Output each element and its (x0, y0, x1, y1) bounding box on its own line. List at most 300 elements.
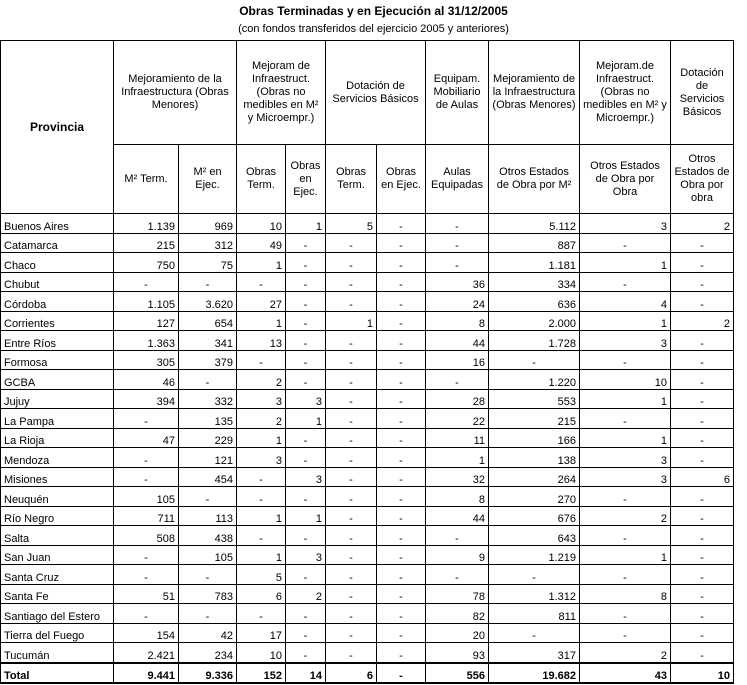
table-cell: 1 (580, 389, 671, 409)
table-cell: - (114, 272, 179, 292)
table-cell: 75 (179, 253, 237, 273)
subcol-header: Obras en Ejec. (286, 145, 326, 214)
table-cell: - (671, 565, 734, 585)
table-cell: 154 (114, 623, 179, 643)
table-cell: - (286, 311, 326, 331)
province-name: Entre Ríos (1, 331, 114, 351)
table-row (1, 272, 734, 292)
subcol-header: Obras en Ejec. (377, 145, 426, 214)
table-cell: - (377, 467, 426, 487)
table-cell: - (326, 643, 377, 663)
table-row (1, 409, 734, 429)
table-row (1, 428, 734, 448)
table-cell: - (671, 604, 734, 624)
table-cell: - (671, 272, 734, 292)
subcol-header: Aulas Equipadas (426, 145, 489, 214)
table-cell: 1 (237, 253, 286, 273)
table-cell: 1 (426, 448, 489, 468)
subcol-header: Otros Estados de Obra por obra (671, 145, 734, 214)
province-name: Santa Cruz (1, 565, 114, 585)
table-cell: - (580, 487, 671, 507)
table-cell: 113 (179, 506, 237, 526)
table-cell: - (286, 623, 326, 643)
table-cell: - (580, 409, 671, 429)
table-cell: 1 (326, 311, 377, 331)
table-cell: 2 (237, 370, 286, 390)
table-row (1, 233, 734, 253)
table-cell: 78 (426, 584, 489, 604)
table-cell: 215 (489, 409, 580, 429)
table-cell: 8 (426, 487, 489, 507)
table-cell: - (671, 526, 734, 546)
table-cell: 3 (286, 545, 326, 565)
table-cell: - (671, 253, 734, 273)
table-cell: 1 (237, 311, 286, 331)
table-cell: - (489, 350, 580, 370)
table-cell: - (237, 526, 286, 546)
table-cell: 28 (426, 389, 489, 409)
table-cell: - (377, 663, 426, 684)
table-cell: - (179, 487, 237, 507)
table-cell: 82 (426, 604, 489, 624)
table-cell: 2 (237, 409, 286, 429)
table-cell: 10 (237, 214, 286, 234)
table-cell: 135 (179, 409, 237, 429)
table-cell: - (580, 565, 671, 585)
table-cell: - (179, 565, 237, 585)
table-cell: 1 (580, 311, 671, 331)
table-cell: - (671, 545, 734, 565)
table-cell: 2 (671, 311, 734, 331)
table-cell: 11 (426, 428, 489, 448)
table-cell: 1.728 (489, 331, 580, 351)
table-cell: 152 (237, 663, 286, 684)
province-name: Río Negro (1, 506, 114, 526)
table-cell: - (377, 253, 426, 273)
province-name: Catamarca (1, 233, 114, 253)
table-cell: - (580, 526, 671, 546)
table-row (1, 370, 734, 390)
table-cell: 166 (489, 428, 580, 448)
table-cell: - (671, 350, 734, 370)
table-cell: 10 (671, 663, 734, 684)
table-cell: 44 (426, 331, 489, 351)
subcol-header: Otros Estados de Obra por Obra (580, 145, 671, 214)
table-body (1, 214, 734, 684)
table-cell: - (286, 233, 326, 253)
table-cell: 13 (237, 331, 286, 351)
table-row (1, 389, 734, 409)
table-cell: 1 (237, 428, 286, 448)
table-row (1, 331, 734, 351)
group-header: Mejoramiento de la Infraestructura (Obras Menores) (114, 41, 237, 145)
table-row (1, 467, 734, 487)
table-cell: 215 (114, 233, 179, 253)
table-cell: - (426, 233, 489, 253)
group-header: Dotación de Servicios Básicos (671, 41, 734, 145)
obras-table (0, 40, 734, 684)
table-cell: - (671, 623, 734, 643)
table-cell: 312 (179, 233, 237, 253)
table-cell: - (426, 214, 489, 234)
province-name: Tucumán (1, 643, 114, 663)
table-cell: - (286, 643, 326, 663)
table-cell: - (426, 565, 489, 585)
table-cell: 22 (426, 409, 489, 429)
table-cell: 643 (489, 526, 580, 546)
table-cell: 305 (114, 350, 179, 370)
table-cell: 234 (179, 643, 237, 663)
table-cell: 8 (580, 584, 671, 604)
table-cell: 969 (179, 214, 237, 234)
table-cell: - (377, 545, 426, 565)
province-name: Buenos Aires (1, 214, 114, 234)
table-cell: 44 (426, 506, 489, 526)
table-cell: 42 (179, 623, 237, 643)
table-cell: 3 (286, 389, 326, 409)
table-cell: - (580, 272, 671, 292)
table-cell: 394 (114, 389, 179, 409)
table-row (1, 643, 734, 663)
table-cell: - (671, 506, 734, 526)
table-cell: - (114, 604, 179, 624)
table-cell: 3.620 (179, 292, 237, 312)
table-cell: 49 (237, 233, 286, 253)
table-cell: - (377, 448, 426, 468)
table-row (1, 214, 734, 234)
table-cell: - (671, 292, 734, 312)
table-cell: - (326, 331, 377, 351)
table-cell: 2 (671, 214, 734, 234)
table-cell: - (580, 233, 671, 253)
group-header: Mejoramiento de la Infraestructura (Obras Menores) (489, 41, 580, 145)
table-cell: 1.219 (489, 545, 580, 565)
table-cell: 105 (114, 487, 179, 507)
table-cell: - (326, 292, 377, 312)
table-cell: 332 (179, 389, 237, 409)
table-cell: 24 (426, 292, 489, 312)
province-name: Córdoba (1, 292, 114, 312)
table-cell: - (671, 389, 734, 409)
table-cell: 3 (580, 331, 671, 351)
table-cell: - (377, 623, 426, 643)
table-row (1, 350, 734, 370)
table-cell: - (326, 253, 377, 273)
table-cell: 5.112 (489, 214, 580, 234)
table-cell: - (377, 487, 426, 507)
table-cell: 1 (580, 428, 671, 448)
table-cell: - (286, 565, 326, 585)
province-name: GCBA (1, 370, 114, 390)
table-cell: 811 (489, 604, 580, 624)
table-row (1, 623, 734, 643)
table-cell: 19.682 (489, 663, 580, 684)
table-cell: - (671, 409, 734, 429)
table-cell: 8 (426, 311, 489, 331)
table-cell: 138 (489, 448, 580, 468)
provincia-header: Provincia (1, 41, 114, 214)
table-cell: 1.181 (489, 253, 580, 273)
group-header: Equipam. Mobiliario de Aulas (426, 41, 489, 145)
table-cell: 553 (489, 389, 580, 409)
province-name: La Pampa (1, 409, 114, 429)
table-row (1, 545, 734, 565)
table-cell: 1.312 (489, 584, 580, 604)
table-cell: - (377, 350, 426, 370)
group-header: Mejoram de Infraestruct. (Obras no medibles en M² y Microempr.) (237, 41, 326, 145)
total-label: Total (1, 663, 114, 684)
table-cell: - (377, 233, 426, 253)
table-cell: - (326, 545, 377, 565)
table-cell: 750 (114, 253, 179, 273)
table-cell: - (326, 350, 377, 370)
table-cell: - (179, 604, 237, 624)
table-cell: - (671, 584, 734, 604)
table-cell: - (326, 409, 377, 429)
table-cell: - (326, 584, 377, 604)
table-cell: - (326, 389, 377, 409)
table-cell: - (326, 506, 377, 526)
table-cell: - (580, 623, 671, 643)
table-cell: - (286, 350, 326, 370)
table-row (1, 487, 734, 507)
table-cell: - (671, 448, 734, 468)
table-cell: - (286, 292, 326, 312)
table-cell: - (377, 604, 426, 624)
province-name: Salta (1, 526, 114, 546)
table-cell: - (286, 487, 326, 507)
table-cell: 1 (237, 506, 286, 526)
table-cell: 3 (237, 389, 286, 409)
table-row (1, 253, 734, 273)
province-name: Chubut (1, 272, 114, 292)
table-row (1, 292, 734, 312)
table-cell: - (114, 467, 179, 487)
table-cell: 3 (286, 467, 326, 487)
table-cell: 17 (237, 623, 286, 643)
table-cell: 270 (489, 487, 580, 507)
table-cell: - (580, 604, 671, 624)
total-row (1, 663, 734, 684)
table-cell: 9.336 (179, 663, 237, 684)
table-cell: 341 (179, 331, 237, 351)
table-cell: 1.363 (114, 331, 179, 351)
table-row (1, 565, 734, 585)
subcol-header: M² Term. (114, 145, 179, 214)
table-cell: 14 (286, 663, 326, 684)
page-title: Obras Terminadas y en Ejecución al 31/12/2005 (239, 4, 508, 18)
table-cell: - (114, 545, 179, 565)
table-cell: - (114, 565, 179, 585)
table-cell: 10 (237, 643, 286, 663)
table-cell: 317 (489, 643, 580, 663)
table-cell: 36 (426, 272, 489, 292)
table-cell: - (326, 428, 377, 448)
table-cell: - (377, 272, 426, 292)
table-row (1, 506, 734, 526)
province-name: San Juan (1, 545, 114, 565)
table-cell: - (377, 311, 426, 331)
table-row (1, 584, 734, 604)
table-cell: - (286, 526, 326, 546)
table-cell: - (671, 487, 734, 507)
table-cell: - (237, 604, 286, 624)
table-cell: 9.441 (114, 663, 179, 684)
table-cell: - (286, 370, 326, 390)
table-cell: 636 (489, 292, 580, 312)
table-cell: - (179, 272, 237, 292)
table-cell: 654 (179, 311, 237, 331)
table-cell: - (114, 409, 179, 429)
table-cell: 379 (179, 350, 237, 370)
table-cell: 454 (179, 467, 237, 487)
table-cell: 1 (286, 409, 326, 429)
table-cell: 2 (580, 643, 671, 663)
table-cell: 32 (426, 467, 489, 487)
table-cell: - (326, 623, 377, 643)
table-cell: 121 (179, 448, 237, 468)
table-cell: 4 (580, 292, 671, 312)
province-name: Mendoza (1, 448, 114, 468)
province-name: Chaco (1, 253, 114, 273)
province-name: Formosa (1, 350, 114, 370)
table-cell: 264 (489, 467, 580, 487)
province-name: Jujuy (1, 389, 114, 409)
table-cell: 3 (237, 448, 286, 468)
table-cell: 5 (237, 565, 286, 585)
subcol-header: Obras Term. (237, 145, 286, 214)
group-header: Dotación de Servicios Básicos (326, 41, 426, 145)
table-cell: - (286, 253, 326, 273)
table-cell: - (326, 467, 377, 487)
table-row (1, 604, 734, 624)
table-cell: 46 (114, 370, 179, 390)
table-row (1, 526, 734, 546)
table-cell: - (326, 370, 377, 390)
subcol-header: Otros Estados de Obra por M² (489, 145, 580, 214)
table-cell: - (377, 565, 426, 585)
table-cell: 2.421 (114, 643, 179, 663)
table-cell: 6 (237, 584, 286, 604)
table-cell: 556 (426, 663, 489, 684)
table-cell: 105 (179, 545, 237, 565)
table-cell: - (237, 467, 286, 487)
table-cell: - (377, 643, 426, 663)
table-cell: - (286, 604, 326, 624)
table-cell: 3 (580, 214, 671, 234)
table-cell: 43 (580, 663, 671, 684)
table-cell: 6 (671, 467, 734, 487)
table-cell: - (377, 370, 426, 390)
province-name: Tierra del Fuego (1, 623, 114, 643)
table-cell: - (671, 643, 734, 663)
table-cell: - (671, 233, 734, 253)
table-cell: - (286, 448, 326, 468)
subcol-header: M² en Ejec. (179, 145, 237, 214)
table-cell: - (377, 331, 426, 351)
table-cell: 1 (580, 253, 671, 273)
table-cell: 93 (426, 643, 489, 663)
table-cell: - (237, 272, 286, 292)
table-cell: 1.220 (489, 370, 580, 390)
table-cell: 16 (426, 350, 489, 370)
table-cell: - (489, 565, 580, 585)
table-cell: - (326, 604, 377, 624)
table-cell: 887 (489, 233, 580, 253)
province-name: Corrientes (1, 311, 114, 331)
table-row (1, 311, 734, 331)
table-cell: - (237, 487, 286, 507)
table-cell: - (377, 292, 426, 312)
table-cell: 1.105 (114, 292, 179, 312)
table-cell: - (114, 448, 179, 468)
table-cell: 1 (237, 545, 286, 565)
table-cell: - (377, 506, 426, 526)
table-cell: - (326, 526, 377, 546)
page-subtitle: (con fondos transferidos del ejercicio 2005 y anteriores) (238, 23, 509, 35)
table-cell: - (377, 526, 426, 546)
table-cell: 1 (286, 506, 326, 526)
table-cell: 1 (580, 545, 671, 565)
table-cell: - (377, 214, 426, 234)
table-cell: 5 (326, 214, 377, 234)
table-cell: 334 (489, 272, 580, 292)
table-cell: 51 (114, 584, 179, 604)
subcol-header: Obras Term. (326, 145, 377, 214)
table-cell: - (326, 565, 377, 585)
table-cell: - (489, 623, 580, 643)
table-cell: - (286, 331, 326, 351)
table-cell: 127 (114, 311, 179, 331)
table-cell: 676 (489, 506, 580, 526)
group-header: Mejoram.de Infraestruct. (Obras no medibles en M² y Microempr.) (580, 41, 671, 145)
table-cell: 229 (179, 428, 237, 448)
province-name: La Rioja (1, 428, 114, 448)
table-cell: 3 (580, 448, 671, 468)
table-cell: 508 (114, 526, 179, 546)
table-cell: - (377, 584, 426, 604)
table-cell: - (377, 409, 426, 429)
table-cell: 3 (580, 467, 671, 487)
table-cell: - (326, 448, 377, 468)
table-cell: 1 (286, 214, 326, 234)
table-cell: 2 (286, 584, 326, 604)
province-name: Neuquén (1, 487, 114, 507)
table-cell: 2 (580, 506, 671, 526)
province-name: Santiago del Estero (1, 604, 114, 624)
table-cell: - (580, 350, 671, 370)
table-cell: - (326, 487, 377, 507)
table-cell: 1.139 (114, 214, 179, 234)
table-cell: - (179, 370, 237, 390)
province-name: Santa Fe (1, 584, 114, 604)
table-cell: 10 (580, 370, 671, 390)
table-cell: - (671, 428, 734, 448)
table-cell: - (377, 389, 426, 409)
table-cell: 47 (114, 428, 179, 448)
table-cell: 20 (426, 623, 489, 643)
table-cell: 9 (426, 545, 489, 565)
table-cell: - (426, 526, 489, 546)
table-cell: - (671, 370, 734, 390)
table-cell: - (426, 253, 489, 273)
table-cell: 2.000 (489, 311, 580, 331)
table-cell: 6 (326, 663, 377, 684)
table-cell: - (237, 350, 286, 370)
table-cell: - (326, 233, 377, 253)
table-cell: - (426, 370, 489, 390)
table-cell: 438 (179, 526, 237, 546)
